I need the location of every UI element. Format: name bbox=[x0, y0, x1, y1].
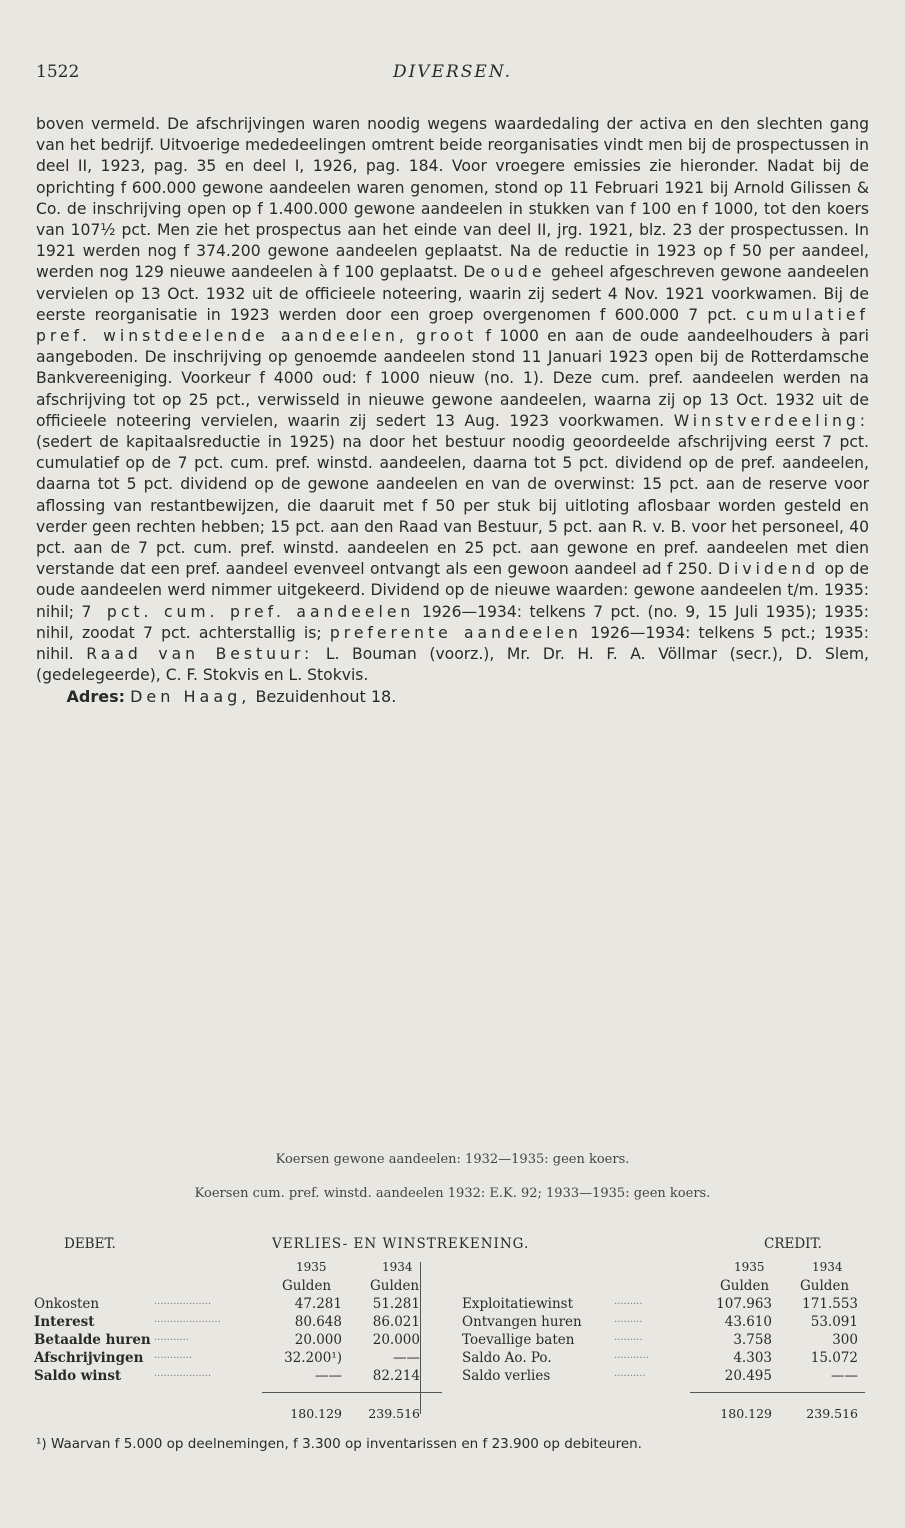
footnote: ¹) Waarvan f 5.000 op deelnemingen, f 3.300 op inventarissen en f 23.900 op debiteuren. bbox=[36, 1436, 642, 1452]
credit-year-1935: 1935 bbox=[734, 1260, 765, 1274]
text-segment: L. Bouman (voorz.), Mr. Dr. H. F. A. Völlmar (secr.), D. Slem, (gedelegeerde), C. F. Stokvis en L. Stokvis. bbox=[36, 645, 869, 685]
account-row bbox=[34, 1368, 874, 1384]
credit-value-1935: 4.303 bbox=[733, 1350, 772, 1366]
debit-value-1934: —— bbox=[393, 1350, 420, 1366]
debit-value-1935: 20.000 bbox=[294, 1332, 342, 1348]
credit-value-1935: 107.963 bbox=[716, 1296, 772, 1312]
credit-label: Toevallige baten bbox=[462, 1332, 575, 1348]
text-segment: geheel afgeschreven gewone aandeelen vervielen op 13 Oct. 1932 uit de officieele noteering, waarin zij sedert 4 Nov. 1921 voorkwamen. Bij de eerste reorganisatie in 1923 werden door een groep overgenomen f 600.000 7 pct. bbox=[36, 263, 869, 324]
totals-row bbox=[34, 1406, 874, 1422]
credit-total-rule bbox=[690, 1392, 865, 1393]
section-heading-raad: Raad van Bestuur: bbox=[86, 645, 314, 664]
credit-leader: ......... bbox=[614, 1296, 643, 1307]
credit-total-1934: 239.516 bbox=[806, 1406, 858, 1421]
debet-heading: DEBET. bbox=[64, 1236, 116, 1252]
text-segment: f 1000 en aan de oude aandeelhouders à pari aangeboden. De inschrijving op genoemde aandeelen stond 11 Januari 1923 open bij de Rotterdamsche Bankvereeniging. Voorkeur f 4000 oud: f 1000 nieuw (no. 1). Deze cum. pref. aandeelen werden na afschrijving tot op 25 pct., verwisseld in nieuwe gewone aandeelen, waarna zij op 13 Oct. 1932 uit de officieele noteering vervielen, waarin zij sedert 13 Aug. 1923 voorkwamen. bbox=[36, 327, 869, 430]
address-street: Bezuidenhout 18. bbox=[255, 687, 397, 707]
debit-label: Onkosten bbox=[34, 1296, 100, 1312]
debit-year-1934: 1934 bbox=[382, 1260, 413, 1274]
debit-leader: .................. bbox=[154, 1296, 212, 1307]
credit-leader: .......... bbox=[614, 1368, 646, 1379]
unit-row bbox=[34, 1278, 874, 1294]
section-heading-winstverdeeling: Winstverdeeling: bbox=[673, 411, 869, 430]
account-header-row bbox=[34, 1236, 874, 1252]
credit-value-1935: 3.758 bbox=[733, 1332, 772, 1348]
text-segment: 1926—1934: telkens 7 pct. (no. 9, 15 Juli 1935); 1935: nihil, zoodat 7 pct. achterstallig is; bbox=[36, 602, 869, 642]
account-row bbox=[34, 1332, 874, 1348]
debit-leader: .................. bbox=[154, 1368, 212, 1379]
credit-value-1935: 43.610 bbox=[724, 1314, 772, 1330]
koersen-pref: Koersen cum. pref. winstd. aandeelen 1932: E.K. 92; 1933—1935: geen koers. bbox=[194, 1186, 711, 1201]
spaced-term: groot bbox=[416, 327, 478, 346]
body-paragraph bbox=[36, 114, 869, 686]
page-header bbox=[36, 62, 869, 92]
account-row bbox=[34, 1314, 874, 1330]
debit-value-1934: 51.281 bbox=[372, 1296, 420, 1312]
debit-value-1935: —— bbox=[315, 1368, 342, 1384]
year-row bbox=[34, 1260, 874, 1276]
account-row bbox=[34, 1296, 874, 1312]
credit-unit-1935: Gulden bbox=[720, 1278, 770, 1294]
credit-unit-1934: Gulden bbox=[800, 1278, 850, 1294]
address-city: Den Haag, bbox=[130, 687, 251, 707]
credit-value-1935: 20.495 bbox=[724, 1368, 772, 1384]
debit-leader: ........... bbox=[154, 1332, 189, 1343]
debit-value-1935: 47.281 bbox=[294, 1296, 342, 1312]
debit-total-rule bbox=[262, 1392, 442, 1393]
address-line bbox=[36, 686, 869, 707]
text-segment: 1926—1934: telkens 5 pct.; 1935: nihil. bbox=[36, 623, 869, 664]
debit-value-1934: 86.021 bbox=[372, 1314, 420, 1330]
section-heading-dividend: Dividend bbox=[718, 560, 820, 579]
text-segment: (sedert de kapitaalsreductie in 1925) na door het bestuur noodig geoordeelde afschrijving eerst 7 pct. cumulatief op de 7 pct. cum. pref. winstd. aandeelen, daarna tot 5 pct. dividend op de pref. aandeelen, daarna tot 5 pct. dividend op de gewone aandeelen en van de overwinst: 15 pct. aan de reserve voor aflossing van restantbewijzen, die daaruit met f 50 per stuk bij uitloting aflosbaar worden gesteld en verder geen rechten hebben; 15 pct. aan den Raad van Bestuur, 5 pct. aan R. v. B. voor het personeel, 40 pct. aan de 7 pct. cum. pref. winstd. aandeelen en 25 pct. aan gewone en pref. aandeelen met dien verstande dat een pref. aandeel evenveel ontvangt als een gewoon aandeel ad f 250. bbox=[36, 433, 869, 579]
spaced-term: 7 pct. cum. pref. aandeelen bbox=[81, 602, 415, 621]
credit-label: Saldo Ao. Po. bbox=[462, 1350, 552, 1366]
spaced-term: oude bbox=[490, 263, 546, 282]
running-title: DIVERSEN. bbox=[392, 62, 513, 82]
debit-value-1935: 32.200¹) bbox=[284, 1350, 342, 1366]
account-row bbox=[34, 1350, 874, 1366]
debit-unit-1934: Gulden bbox=[370, 1278, 420, 1294]
spaced-term: cumulatief pref. winstdeelende aandeelen, bbox=[36, 305, 869, 346]
credit-label: Saldo verlies bbox=[462, 1368, 551, 1384]
debit-value-1935: 80.648 bbox=[294, 1314, 342, 1330]
body-text bbox=[36, 114, 869, 708]
koersen-gewone: Koersen gewone aandeelen: 1932—1935: geen koers. bbox=[275, 1152, 630, 1167]
credit-leader: ......... bbox=[614, 1314, 643, 1325]
credit-value-1934: 53.091 bbox=[810, 1314, 858, 1330]
debit-total-1934: 239.516 bbox=[368, 1406, 420, 1421]
address-label: Adres: bbox=[66, 687, 126, 707]
credit-label: Ontvangen huren bbox=[462, 1314, 582, 1330]
credit-leader: ......... bbox=[614, 1332, 643, 1343]
credit-value-1934: —— bbox=[831, 1368, 858, 1384]
account-title: VERLIES- EN WINSTREKENING. bbox=[272, 1236, 530, 1252]
credit-value-1934: 171.553 bbox=[802, 1296, 858, 1312]
debit-value-1934: 20.000 bbox=[372, 1332, 420, 1348]
debit-leader: ............ bbox=[154, 1350, 193, 1361]
text-segment: boven vermeld. De afschrijvingen waren noodig wegens waardedaling der activa en den slechten gang van het bedrijf. Uitvoerige mededeelingen omtrent beide reorganisaties vindt men bij de prospectussen in deel II, 1923, pag. 35 en deel I, 1926, pag. 184. Voor vroegere emissies zie hieronder. Nadat bij de oprichting f 600.000 gewone aandeelen waren genomen, stond op 11 Februari 1921 bij Arnold Gilissen & Co. de inschrijving open op f 1.400.000 gewone aandeelen in stukken van f 100 en f 1000, tot den koers van 107½ pct. Men zie het prospectus aan het einde van deel II, jrg. 1921, blz. 23 der prospectussen. In 1921 werden nog f 374.200 gewone aandeelen geplaatst. Na de reductie in 1923 op f 50 per aandeel, werden nog 129 nieuwe aandeelen à f 100 geplaatst. De bbox=[36, 115, 869, 282]
credit-year-1934: 1934 bbox=[812, 1260, 843, 1274]
debit-label: Saldo winst bbox=[34, 1368, 122, 1384]
text-segment: op de oude aandeelen werd nimmer uitgekeerd. Dividend op de nieuwe waarden: gewone aandeelen t/m. 1935: nihil; bbox=[36, 560, 869, 621]
credit-value-1934: 300 bbox=[832, 1332, 858, 1348]
credit-label: Exploitatiewinst bbox=[462, 1296, 573, 1312]
spaced-term: preferente aandeelen bbox=[329, 623, 582, 642]
credit-leader: ........... bbox=[614, 1350, 649, 1361]
debit-total-1935: 180.129 bbox=[290, 1406, 342, 1421]
debit-year-1935: 1935 bbox=[296, 1260, 327, 1274]
credit-value-1934: 15.072 bbox=[810, 1350, 858, 1366]
credit-heading: CREDIT. bbox=[764, 1236, 822, 1252]
debit-leader: ..................... bbox=[154, 1314, 221, 1325]
debit-label: Interest bbox=[34, 1314, 95, 1330]
credit-total-1935: 180.129 bbox=[720, 1406, 772, 1421]
page-number: 1522 bbox=[36, 62, 80, 82]
debit-unit-1935: Gulden bbox=[282, 1278, 332, 1294]
debit-label: Afschrijvingen bbox=[34, 1350, 144, 1366]
debit-value-1934: 82.214 bbox=[372, 1368, 420, 1384]
debit-label: Betaalde huren bbox=[34, 1332, 151, 1348]
